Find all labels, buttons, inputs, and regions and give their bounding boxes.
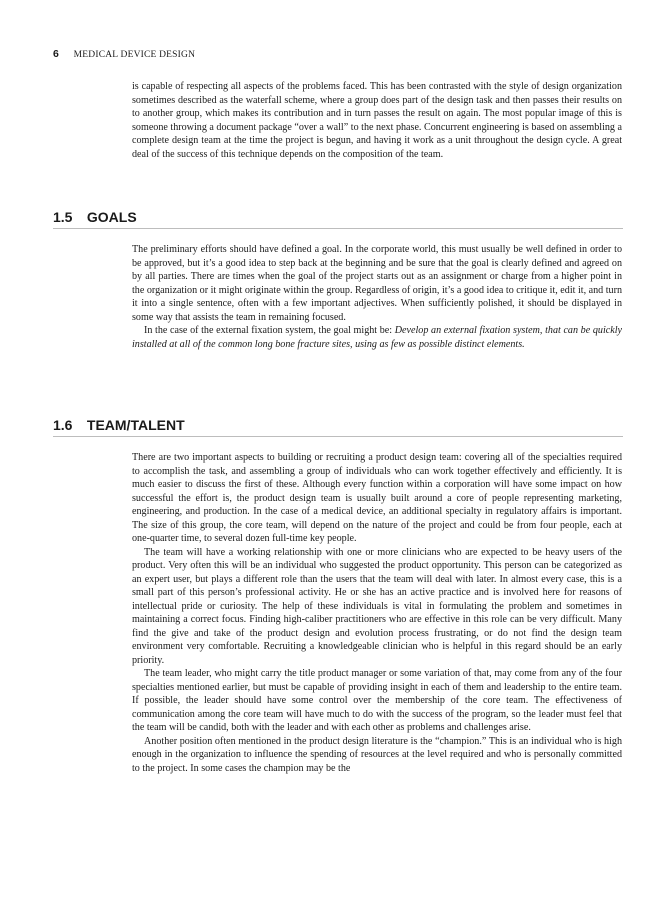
team-paragraph: There are two important aspects to building or recruiting a product design team: covering all of the specialties required to accomplish the task, and assembling a group of individuals who can work together effectively and efficiently. It is much easier to discuss the first of these. Although every function within a corporation will have some impact on how successful the effort is, the product design team is usually built around a core of people representing marketing, engineering, and production. In the case of a medical device, an additional specialty in regulatory affairs is important. The size of this group, the core team, will depend on the nature of the project and could be from four people, each at one-quarter time, to several dozen full-time key people. (132, 452, 622, 544)
goals-paragraph-2 (132, 324, 622, 351)
section-heading-goals (53, 209, 623, 229)
team-paragraph: Another position often mentioned in the product design literature is the “champion.” This is an individual who is high enough in the organization to influence the spending of resources at the level required and who is personally committed to the project. In some cases the champion may be the (132, 735, 622, 774)
section-number: 1.5 (53, 209, 73, 225)
section-heading-team (53, 417, 623, 437)
page-number: 6 (53, 48, 60, 60)
goals-paragraph: The preliminary efforts should have defined a goal. In the corporate world, this must usually be well defined in order to be approved, but it’s a good idea to step back at the beginning and be sure that the goal is clearly defined and agreed on by all parties. There are times when the goal of the project starts out as an assignment or charge from a higher point in the organization or it might originate within the group. Regardless of origin, it’s a good idea to critique it, edit it, and turn it into a single sentence, often with a few important adjectives. When sufficiently polished, it should be displayed in some way that assists the team in remaining focused. (132, 244, 622, 323)
team-paragraph: The team will have a working relationship with one or more clinicians who are expected to be heavy users of the product. Very often this will be an individual who suggested the product opportunity. This person can be categorized as an expert user, but plays a different role than the users that the team will deal with later. In almost every case, this is a small part of this person’s professional activity. He or she has an active practice and is involved here for reasons of intellectual pride or curiosity. The help of these individuals is vital in formulating the problem and sometimes in maintaining a correct focus. Finding high-caliber practitioners who are effective in this role can be very difficult. Many find the give and take of the product design and evolution process frustrating, or do not find the design team environment very comfortable. Recruiting a knowledgeable clinician who is helpful in this regard should be an early priority. (132, 546, 622, 666)
running-head (53, 48, 623, 60)
team-paragraph: The team leader, who might carry the title product manager or some variation of that, may come from any of the four specialties mentioned earlier, but must be capable of providing insight in each of them and leadership to the entire team. If possible, the leader should have some control over the membership of the core team. The effectiveness of communication among the core team will have much to do with the success of the program, so the leader must feel that the team will be candid, both with the leader and with each other as problems and challenges arise. (132, 668, 622, 733)
intro-text (132, 80, 622, 161)
section-title: GOALS (86, 209, 137, 225)
team-text (132, 451, 622, 775)
goals-text (132, 243, 622, 351)
section-title: TEAM/TALENT (86, 417, 185, 433)
intro-paragraph: is capable of respecting all aspects of the problems faced. This has been contrasted with the style of design organization sometimes described as the waterfall scheme, where a group does part of the design task and then passes their results on to another group, which makes its contribution and in turn passes the result on again. The most popular image of this is someone throwing a document package “over a wall” to the next phase. Concurrent engineering is based on assembling a complete design team at the time the project is begun, and having it work as a unit throughout the design cycle. A great deal of the success of this technique depends on the composition of the team. (132, 81, 622, 160)
goal-statement: Develop an external fixation system, that can be quickly installed at all of the common long bone fracture sites, using as few as possible distinct elements. (132, 325, 623, 350)
section-number: 1.6 (53, 417, 73, 433)
goals-lead: In the case of the external fixation system, the goal might be: (144, 325, 395, 336)
running-title: MEDICAL DEVICE DESIGN (73, 50, 196, 60)
